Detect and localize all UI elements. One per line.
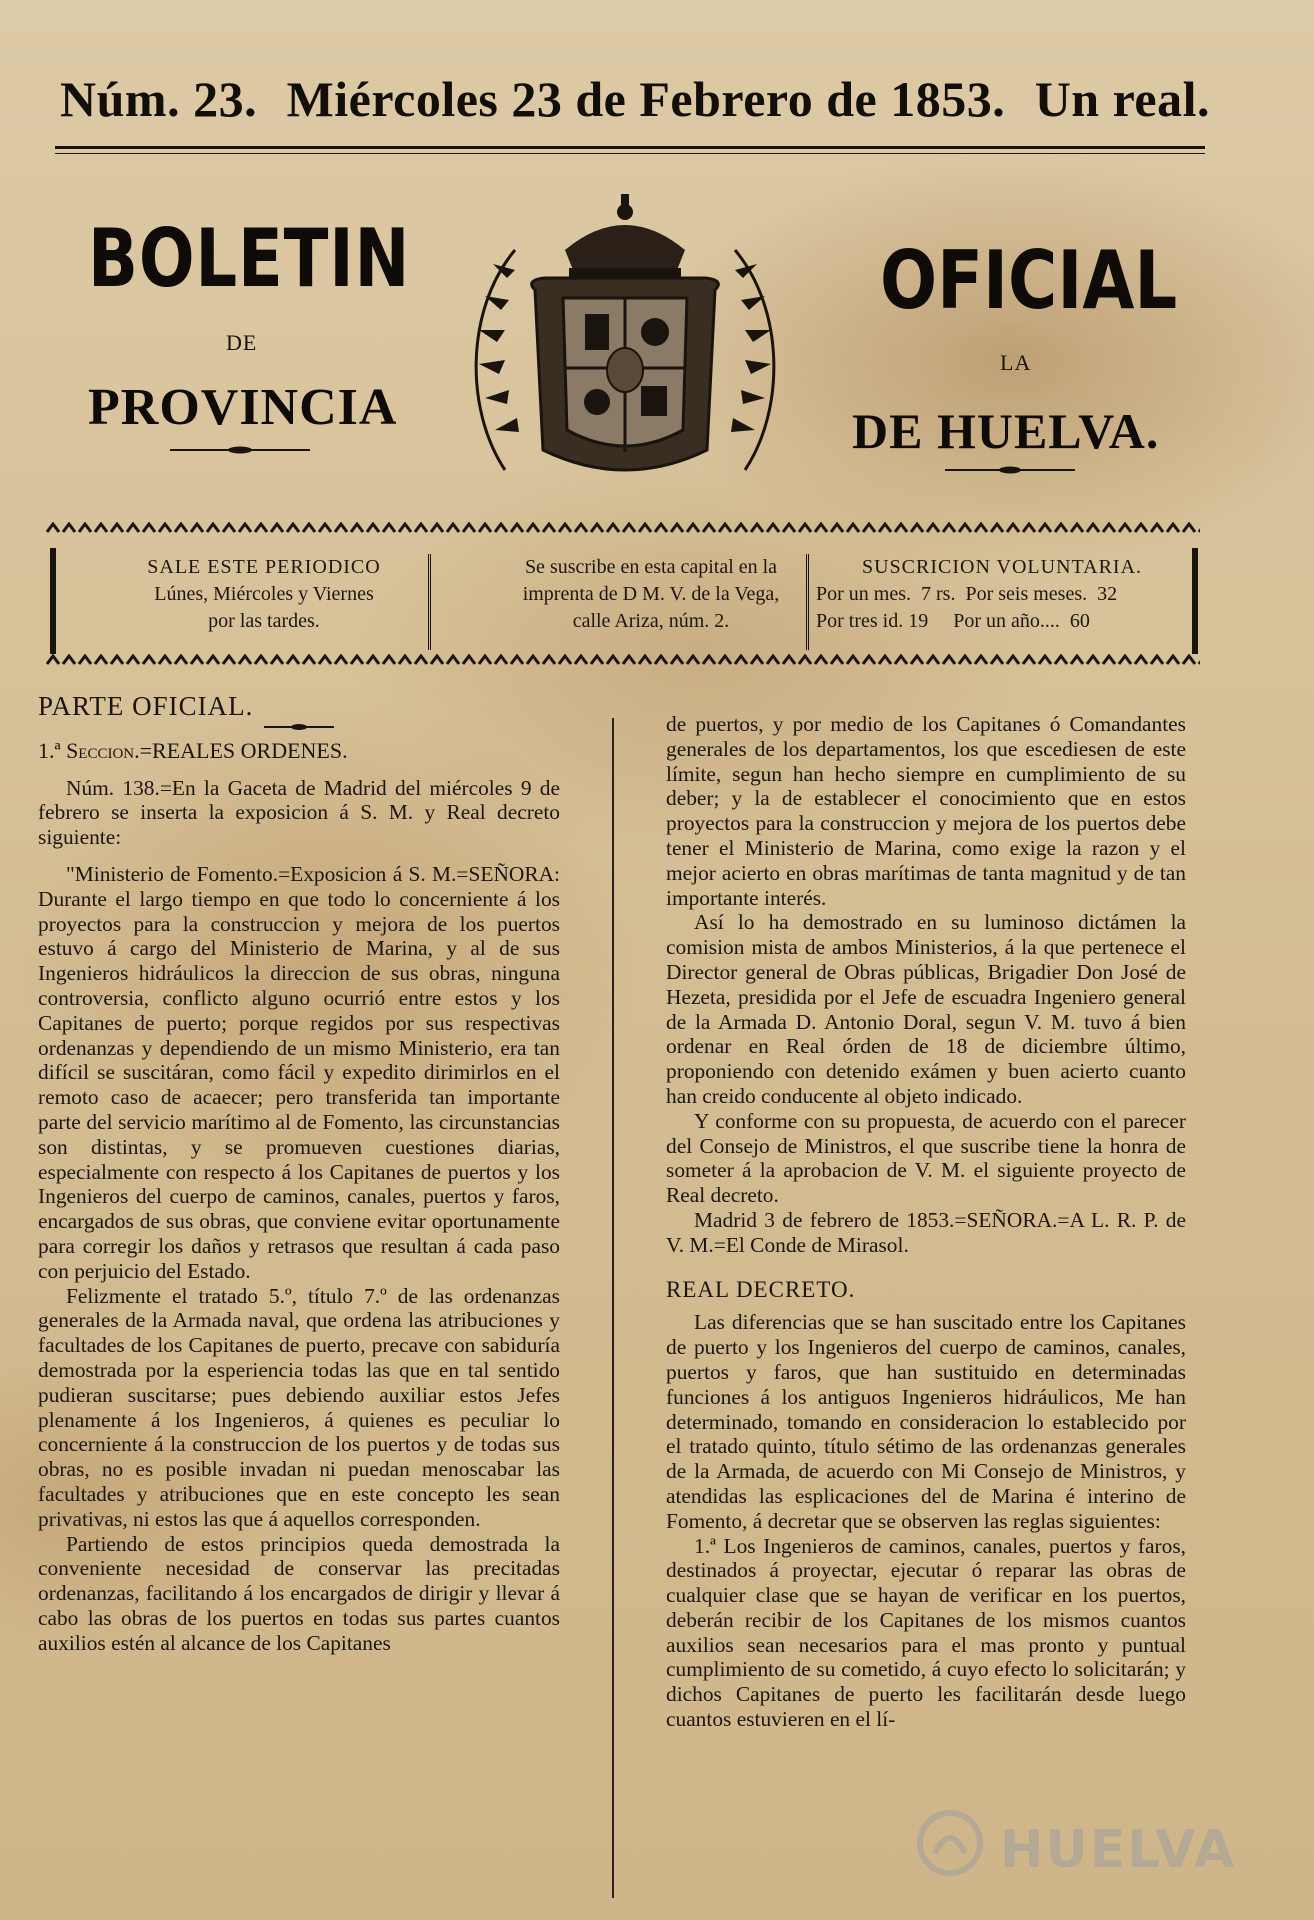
title-boletin: BOLETIN — [88, 212, 411, 305]
location-line-2: imprenta de D M. V. de la Vega, — [522, 583, 780, 605]
title-la: LA — [1000, 350, 1032, 375]
coat-of-arms-icon — [445, 190, 805, 500]
parte-oficial-heading: PARTE OFICIAL. — [38, 691, 254, 721]
archive-watermark: HUELVA — [1000, 1820, 1237, 1880]
left-paragraph-3: Felizmente el tratado 5.º, título 7.º de las ordenanzas generales de la Armada naval, que ordena las atribuciones y facultades de los Capitanes de puerto, precave con sabiduría demostrada por la esperiencia todas las que en tal sentido pudieran suscitarse; pues debiendo auxiliar estos Jefes plenamente á los Ingenieros, á quienes es peculiar lo concerniente á la construccion de los puertos y de todas sus obras, no es posible invadan ni puedan menoscabar las facultades y atribuciones que en este concepto les sean privativas, ni estos las que á aquellos corresponden. — [38, 1283, 560, 1531]
prices-line-2: Por tres id. 19 Por un año.... 60 — [816, 610, 1090, 632]
issue-line — [60, 52, 1210, 128]
right-paragraph-4: Madrid 3 de febrero de 1853.=SEÑORA.=A L. R. P. de V. M.=El Conde de Mirasol. — [666, 1207, 1186, 1257]
left-paragraph-4: Partiendo de estos principios queda demostrada la conveniente necesidad de conservar las precitadas ordenanzas, facilitando á los encargados de dirigir y llevar á cabo las obras de los puertos en todas sus partes cuantos auxilios estén al alcance de los Capitanes — [38, 1531, 560, 1655]
heading-divider — [264, 723, 334, 731]
title-provincia: PROVINCIA — [88, 379, 398, 436]
archive-logo-icon — [915, 1808, 985, 1878]
issue-date: Miércoles 23 de Febrero de 1853. — [286, 71, 1006, 127]
column-divider — [612, 718, 614, 1898]
schedule-title: SALE ESTE PERIODICO — [147, 556, 381, 578]
top-rule — [55, 146, 1205, 149]
schedule-days: Lúnes, Miércoles y Viernes — [154, 583, 374, 605]
left-column — [38, 691, 560, 1655]
location-line-3: calle Ariza, núm. 2. — [572, 610, 730, 632]
subscription-info-box — [50, 548, 1198, 654]
chain-border-top — [45, 522, 1200, 534]
decree-paragraph-2: 1.ª Los Ingenieros de caminos, canales, puertos y faros, destinados á proyectar, ejecutar ó reparar las obras de cualquier clase que se hayan de verificar en los puertos, deberán recibir de los Capitanes de los mismos cuantos auxilios sean necesarios para el mas pronto y puntual cumplimiento de su cometido, á cuyo efecto lo solicitarán; y dichos Capitanes de puerto les facilitarán desde luego cuantos estuvieren en el lí- — [666, 1533, 1186, 1732]
right-column — [666, 712, 1186, 1732]
real-decreto-heading: REAL DECRETO. — [666, 1276, 856, 1302]
right-paragraph-2: Así lo ha demostrado en su luminoso dictámen la comision mista de ambos Ministerios, á la que pertenece el Director general de Obras públicas, Brigadier Don José de Hezeta, presidida por el Jefe de escuadra Ingeniero general de la Armada D. Antonio Doral, segun V. M. tuvo á bien ordenar en Real órden de 18 de diciembre último, proponiendo con detenido exámen y buen acierto cuanto han creido conducente al objeto indicado. — [666, 910, 1186, 1108]
schedule-time: por las tardes. — [208, 610, 320, 632]
flourish-right — [945, 466, 1075, 474]
left-paragraph-1: Núm. 138.=En la Gaceta de Madrid del miércoles 9 de febrero se inserta la exposicion á S. M. y Real decreto siguiente: — [38, 775, 560, 850]
location-line-1: Se suscribe en esta capital en la — [524, 556, 778, 578]
info-separator-left — [428, 554, 431, 650]
issue-number: Núm. 23. — [60, 71, 258, 127]
publication-schedule — [74, 554, 454, 635]
subscription-location — [446, 554, 856, 635]
info-separator-right — [806, 554, 809, 650]
right-paragraph-3: Y conforme con su propuesta, de acuerdo con el parecer del Consejo de Ministros, el que suscribe tiene la honra de someter á la aprobacion de V. M. el siguiente proyecto de Real decreto. — [666, 1108, 1186, 1208]
issue-price: Un real. — [1034, 71, 1210, 127]
decree-paragraph-1: Las diferencias que se han suscitado entre los Capitanes de puerto y los Ingenieros del cuerpo de caminos, canales, puertos y faros, que han sustituido en determinadas funciones á los antiguos Ingenieros hidráulicos, Me han determinado, tomando en consideracion lo establecido por el tratado quinto, título sétimo de las ordenanzas generales de la Armada, de acuerdo con Mi Consejo de Ministros, y atendidas las esplicaciones del de Marina é interino de Fomento, á decretar que se observen las reglas siguientes: — [666, 1310, 1186, 1533]
flourish-left — [170, 446, 310, 454]
subscription-prices — [816, 554, 1188, 635]
section-heading: 1.ª Seccion.=REALES ORDENES. — [38, 737, 348, 763]
prices-line-1: Por un mes. 7 rs. Por seis meses. 32 — [816, 583, 1118, 605]
prices-title: SUSCRICION VOLUNTARIA. — [861, 556, 1143, 578]
right-paragraph-1: de puertos, y por medio de los Capitanes ó Comandantes generales de los departamentos, los que escediesen de este límite, segun han hecho siempre en cumplimiento de su deber; y la de establecer el conocimiento que en estos proyectos para la construccion y mejora de los puertos debe tener el Ministerio de Marina, como exige la razon y el mejor acierto en obras marítimas de tanta magnitud y de tan importante interés. — [666, 712, 1186, 910]
title-de-huelva: DE HUELVA. — [852, 403, 1160, 459]
title-oficial: OFICIAL — [880, 234, 1178, 327]
chain-border-bottom — [45, 654, 1200, 666]
left-paragraph-2: "Ministerio de Fomento.=Exposicion á S. M.=SEÑORA: Durante el largo tiempo en que todo lo concerniente á los proyectos para la construccion y mejora de los puertos estuvo á cargo del Ministerio de Marina, y al de sus Ingenieros hidráulicos la direccion de sus obras, ninguna controversia, conflicto alguno ocurrió entre estos y los Capitanes de puerto; porque regidos por sus respectivas ordenanzas y dependiendo de un mismo Ministerio, era tan difícil se suscitáran, como fácil y expedito dirimirlos en el remoto caso de acaecer; pero transferida tan importante parte del servicio marítimo al de Fomento, las circunstancias son distintas, y se promueven cuestiones diarias, especialmente con respecto á los Capitanes de puertos y los Ingenieros del cuerpo de caminos, canales, puertos y faros, encargados de sus obras, que conviene evitar oportunamente para corregir los daños y retrasos que resultan á cada paso con perjuicio del Estado. — [38, 861, 560, 1283]
top-rule-thin — [55, 153, 1205, 154]
title-de: DE — [226, 330, 258, 355]
